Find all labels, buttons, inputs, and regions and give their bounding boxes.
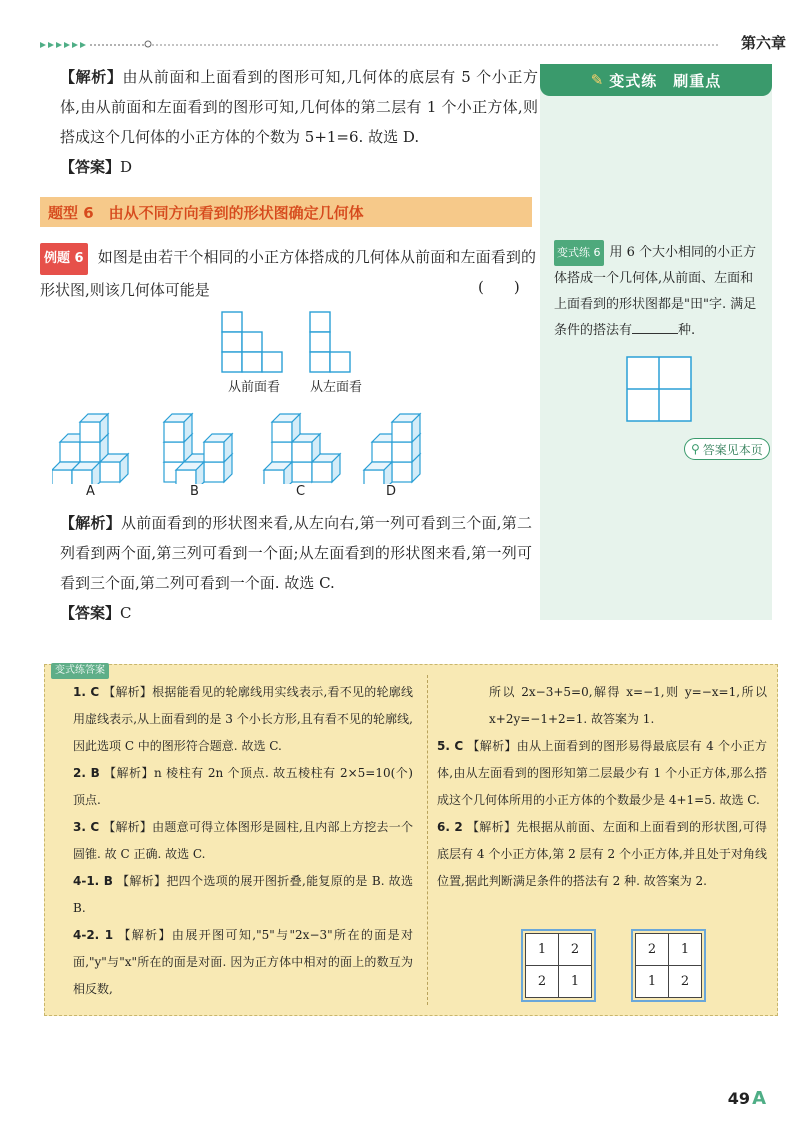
example-answer-value: C	[120, 604, 132, 622]
answers-box	[44, 664, 778, 1016]
tian-grid	[626, 356, 692, 422]
see-answer-text: 答案见本页	[702, 442, 763, 457]
answers-right-column	[437, 679, 767, 895]
answers-tag: 变式练答案	[51, 663, 109, 679]
answer-item: 5. C 【解析】由从上面看到的图形易得最底层有 4 个小正方体,由从左面看到的图形知第二层最少有 1 个小正方体,那么搭成这个几何体所用的小正方体的个数最少是 4+1=5. 故选 C.	[437, 739, 767, 807]
answer-paren: ( )	[478, 278, 520, 296]
pencil-icon: ✎	[590, 71, 604, 89]
prev-answer	[60, 152, 538, 182]
pin-icon: ⚲	[691, 442, 700, 456]
page-number: 49 A	[727, 1088, 766, 1109]
example-badge: 例题 6	[40, 243, 88, 275]
panel-header	[540, 64, 772, 96]
option-c-solid	[264, 414, 340, 484]
answer-item: 2. B 【解析】n 棱柱有 2n 个顶点. 故五棱柱有 2×5=10(个)顶点.	[73, 766, 413, 807]
prev-solution-label: 【解析】	[60, 68, 123, 86]
example-solution-label: 【解析】	[60, 514, 121, 532]
option-a-solid	[52, 414, 128, 484]
panel-title: 变式练 刷重点	[609, 71, 722, 90]
left-view-label: 从左面看	[310, 380, 363, 395]
example-question-text: 如图是由若干个相同的小正方体搭成的几何体从前面和左面看到的形状图,则该几何体可能是	[40, 248, 536, 299]
option-solids	[52, 400, 432, 484]
option-b-label: B	[190, 484, 199, 499]
header-rule	[40, 40, 760, 50]
example-answer-label: 【答案】	[60, 604, 121, 622]
option-b-solid	[164, 414, 232, 484]
answer-grid-b: 2 1 1 2	[635, 933, 702, 998]
practice-badge: 变式练 6	[554, 240, 604, 266]
practice-text-2: 种.	[678, 323, 696, 338]
prev-solution-text: 由从前面和上面看到的图形可知,几何体的底层有 5 个小正方体,由从前面和左面看到的图形可知,几何体的第二层有 1 个小正方体,则搭成这个几何体的小正方体的个数为 5+1=6. 故选 D.	[60, 68, 538, 146]
example-solution-text: 从前面看到的形状图来看,从左向右,第一列可看到三个面,第二列看到两个面,第三列可看到一个面;从左面看到的形状图来看,第一列可看到三个面,第二列可看到一个面. 故选 C.	[60, 514, 532, 592]
prev-solution	[60, 62, 538, 152]
practice-question	[554, 240, 764, 344]
front-view-label: 从前面看	[228, 380, 281, 395]
answer-grid-a: 1 2 2 1	[525, 933, 592, 998]
practice-text-1: 用 6 个大小相同的小正方体搭成一个几何体,从前面、左面和上面看到的形状图都是"田"字. 满足条件的搭法有	[554, 245, 757, 338]
practice-panel	[540, 64, 772, 620]
option-c-label: C	[296, 484, 306, 499]
view-figures	[218, 308, 362, 376]
topic-banner	[40, 197, 532, 227]
answer-blank[interactable]	[632, 320, 678, 334]
answers-divider	[427, 675, 428, 1005]
chapter-title: 第六章	[740, 34, 786, 52]
option-d-solid	[364, 414, 420, 484]
prev-answer-label: 【答案】	[60, 158, 121, 176]
example-answer	[60, 598, 538, 628]
answer-item: 1. C 【解析】根据能看见的轮廓线用实线表示,看不见的轮廓线用虚线表示,从上面看到的是 3 个小长方形,且有看不见的轮廓线,因此选项 C 中的图形符合题意. 故选 C.	[73, 685, 413, 753]
prev-answer-value: D	[120, 158, 133, 176]
answer-item: 4-2. 1 【解析】由展开图可知,"5"与"2x−3"所在的面是对面,"y"与"x"所在的面是对面. 因为正方体中相对的面上的数互为相反数,	[73, 928, 413, 996]
answers-left-column	[73, 679, 413, 1003]
answer-item: 6. 2 【解析】先根据从前面、左面和上面看到的形状图,可得底层有 4 个小正方体,第 2 层有 2 个小正方体,并且处于对角线位置,据此判断满足条件的搭法有 2 种. 故答案为 2.	[437, 820, 767, 888]
see-answer-link[interactable]	[684, 438, 770, 460]
option-a-label: A	[86, 484, 95, 499]
answer-item: 所以 2x−3+5=0,解得 x=−1,则 y=−x=1,所以 x+2y=−1+2=1. 故答案为 1.	[489, 685, 767, 726]
answer-item: 3. C 【解析】由题意可得立体图形是圆柱,且内部上方挖去一个圆锥. 故 C 正确. 故选 C.	[73, 820, 413, 861]
answer-item: 4-1. B 【解析】把四个选项的展开图折叠,能复原的是 B. 故选 B.	[73, 874, 413, 915]
topic-title: 题型 6 由从不同方向看到的形状图确定几何体	[48, 203, 364, 222]
example-solution	[60, 508, 532, 598]
logo-a-icon: A	[752, 1088, 766, 1109]
example-question	[40, 242, 536, 305]
option-d-label: D	[386, 484, 397, 499]
